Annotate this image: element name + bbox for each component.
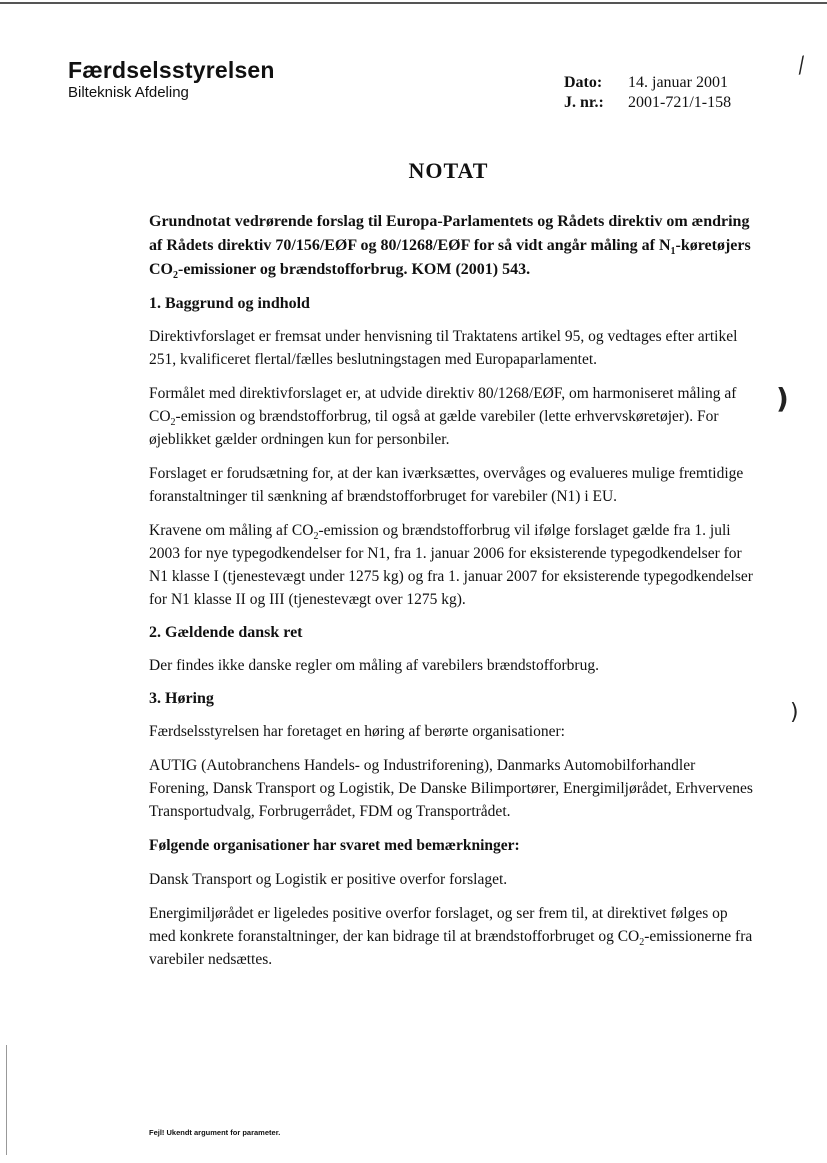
subject-text-1: Grundnotat vedrørende forslag til Europa-Parlamentets og Rådets direktiv om ændring af Rådets direktiv 70/156/EØF og 80/1268/EØF for så vidt angår måling af N [149, 213, 750, 254]
document-meta [564, 73, 731, 113]
section-3-paragraph-4 [149, 902, 754, 971]
org-name: Færdselsstyrelsen [68, 57, 275, 83]
date-row [564, 73, 731, 93]
document-body [149, 210, 754, 982]
organization-block [68, 57, 275, 102]
journal-number-label: J. nr.: [564, 94, 604, 111]
scan-mark-pen-stroke: ⁄ [795, 54, 808, 79]
subject-sub-1: 1 [670, 246, 676, 258]
section-1-paragraph-4-text-b: -emission og brændstofforbrug vil ifølge forslaget gælde fra 1. juli 2003 for nye typegodkendelser for N1, fra 1. januar 2006 for eksisterende typegodkendelser for N1 klasse I (tjenestevægt under 1275 kg) og fra 1. januar 2007 for eksisterende typegodkendelser for N1 klasse II og III (tjenestevægt over 1275 kg). [149, 522, 753, 608]
scan-mark-binder-hole-2: ) [790, 700, 799, 725]
section-2-heading: 2. Gældende dansk ret [149, 624, 303, 641]
section-3-paragraph-1: Færdselsstyrelsen har foretaget en høring af berørte organisationer: [149, 723, 565, 740]
section-1-heading: 1. Baggrund og indhold [149, 295, 310, 312]
date-value: 14. januar 2001 [628, 74, 728, 91]
scan-edge-line [6, 1045, 7, 1155]
section-1-paragraph-3: Forslaget er forudsætning for, at der kan iværksættes, overvåges og evalueres mulige fremtidige foranstaltninger til sænkning af brændstofforbruget for varebiler (N1) i EU. [149, 465, 744, 505]
subject-text-3: -emissioner og brændstofforbrug. KOM (2001) 543. [178, 261, 531, 278]
footer-field-error: Fejl! Ukendt argument for parameter. [149, 1128, 281, 1137]
section-1-paragraph-2 [149, 382, 754, 451]
section-1-paragraph-4 [149, 519, 754, 611]
top-border-line [0, 2, 827, 4]
section-1-paragraph-4-sub: 2 [313, 531, 319, 543]
subject-heading [149, 210, 754, 282]
section-3-paragraph-4-sub: 2 [639, 937, 645, 949]
date-label: Dato: [564, 74, 603, 91]
section-1-paragraph-4-text-a: Kravene om måling af CO [149, 522, 314, 539]
section-3-paragraph-4-text-a: Energimiljørådet er ligeledes positive overfor forslaget, og ser frem til, at direktivet følges op med konkrete foranstaltninger, der kan bidrage til at brændstofforbruget og CO [149, 905, 728, 945]
section-3-paragraph-3: Dansk Transport og Logistik er positive overfor forslaget. [149, 871, 508, 888]
journal-number-row [564, 93, 731, 113]
journal-number-value: 2001-721/1-158 [628, 94, 732, 111]
section-2-paragraph-1: Der findes ikke danske regler om måling af varebilers brændstofforbrug. [149, 657, 599, 674]
subject-text-2: -køretøjers CO [149, 237, 751, 278]
document-title: NOTAT [408, 158, 489, 183]
answers-heading: Følgende organisationer har svaret med bemærkninger: [149, 837, 520, 854]
section-1-paragraph-2-sub: 2 [170, 417, 176, 429]
section-3-paragraph-2: AUTIG (Autobranchens Handels- og Industriforening), Danmarks Automobilforhandler Forening, Dansk Transport og Logistik, De Danske Bilimportører, Energimiljørådet, Erhvervenes Transportudvalg, Forbrugerrådet, FDM og Transportrådet. [149, 757, 753, 820]
department-name: Bilteknisk Afdeling [68, 84, 189, 101]
section-3-paragraph-4-text-b: -emissionerne fra varebiler nedsættes. [149, 928, 753, 968]
section-3-heading: 3. Høring [149, 690, 214, 707]
subject-sub-2: 2 [173, 270, 178, 282]
section-1-paragraph-2-text-b: -emission og brændstofforbrug, til også at gælde varebiler (lette erhvervskøretøjer). For øjeblikket gælder ordningen kun for personbiler. [149, 408, 719, 448]
section-1-paragraph-1: Direktivforslaget er fremsat under henvisning til Traktatens artikel 95, og vedtages efter artikel 251, kvalificeret flertal/fælles beslutningstagen med Europaparlamentet. [149, 328, 738, 368]
scan-mark-binder-hole-1: ) [776, 382, 789, 415]
section-1-paragraph-2-text-a: Formålet med direktivforslaget er, at udvide direktiv 80/1268/EØF, om harmoniseret måling af CO [149, 385, 737, 425]
